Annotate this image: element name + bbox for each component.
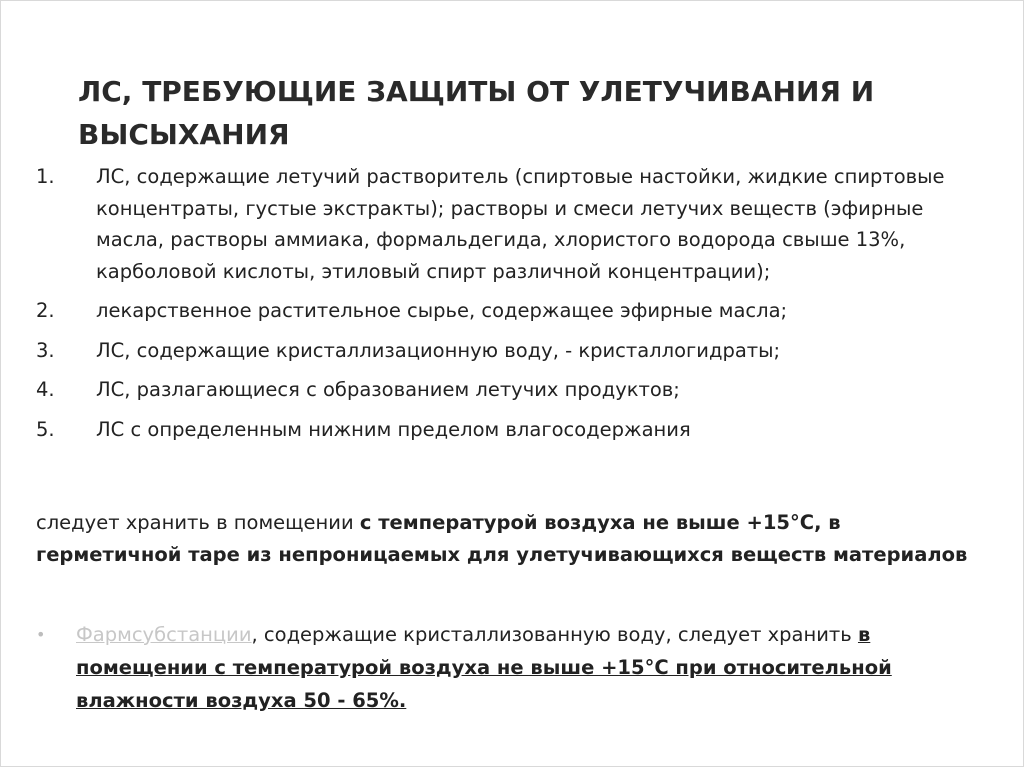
list-item-text: ЛС, содержащие кристаллизационную воду, - кристаллогидраты; [96,338,781,362]
list-item-number: 4. [36,378,55,401]
numbered-list [36,161,981,453]
substance-note [36,618,981,717]
summary-conditions: с температурой воздуха не выше +15°С, в герметичной таре из непроницаемых для улетучивающихся веществ материалов [36,511,968,566]
pharm-substances-link[interactable]: Фармсубстанции [76,623,252,646]
list-item [36,295,981,327]
page-title: ЛС, ТРЕБУЮЩИЕ ЗАЩИТЫ ОТ УЛЕТУЧИВАНИЯ И ВЫСЫХАНИЯ [78,75,875,151]
bullet-icon: • [36,625,46,644]
list-item [36,335,981,367]
list-item-text: ЛС с определенным нижним пределом влагосодержания [96,417,691,441]
substance-note-middle: , содержащие кристаллизованную воду, следует хранить [251,623,858,646]
list-item [36,374,981,406]
list-item [36,414,981,446]
substance-note-text [76,618,981,717]
list-item-number: 1. [36,165,55,188]
list-item-text: ЛС, разлагающиеся с образованием летучих продуктов; [96,378,680,401]
list-item-text: лекарственное растительное сырье, содержащее эфирные масла; [96,299,788,322]
list-item [36,161,981,287]
substance-note-conditions: в помещении с температурой воздуха не выше +15°С при относительной влажности воздуха 50 - 65%. [76,623,892,712]
storage-summary [36,507,981,570]
summary-lead: следует хранить в помещении [36,511,360,534]
list-item-number: 5. [36,417,55,441]
list-item-number: 3. [36,338,55,362]
list-item-number: 2. [36,299,55,322]
list-item-text: ЛС, содержащие летучий растворитель (спиртовые настойки, жидкие спиртовые концентраты, густые экстракты); растворы и смеси летучих веществ (эфирные масла, растворы аммиака, формальдегида, хлористого водорода свыше 13%, карболовой кислоты, этиловый спирт различной концентрации); [96,165,945,283]
